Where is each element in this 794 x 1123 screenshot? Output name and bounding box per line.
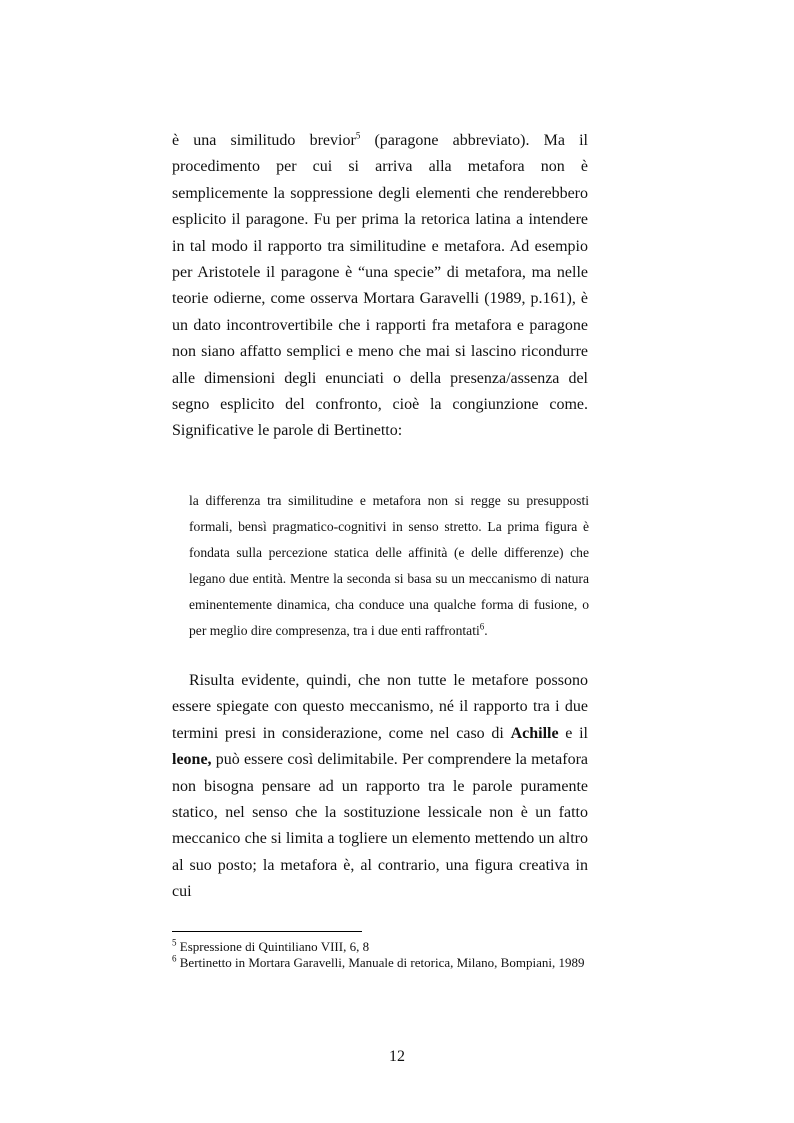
block-quote [189, 488, 589, 644]
paragraph-text: può essere così delimitabile. Per comprendere la metafora non bisogna pensare ad un rapporto tra le parole puramente statico, nel senso che la sostituzione lessicale non è un fatto meccanico che si limita a togliere un elemento mettendo un altro al suo posto; la metafora è, al contrario, una figura creativa in cui [172, 751, 588, 901]
bold-term-achille: Achille [510, 724, 559, 742]
bold-term-leone: leone, [172, 751, 212, 769]
quote-end: . [484, 623, 488, 638]
footnote-number: 5 [172, 937, 177, 948]
body-paragraph-1 [172, 128, 588, 445]
footnote-number: 6 [172, 953, 177, 964]
footnote-6 [172, 955, 612, 971]
footnote-ref-5: 5 [355, 130, 361, 141]
paragraph-text: Risulta evidente, quindi, che non tutte le metafore possono essere spiegate con questo meccanismo, né il rapporto tra i due termini presi in considerazione, come nel caso di [172, 672, 588, 742]
footnote-text: Espressione di Quintiliano VIII, 6, 8 [176, 939, 370, 954]
footnote-separator [172, 931, 362, 932]
paragraph-text: e il [558, 724, 588, 742]
paragraph-text: è una similitudo brevior [172, 132, 356, 149]
footnote-ref-6: 6 [479, 621, 485, 632]
body-paragraph-2 [172, 668, 588, 906]
paragraph-text: (paragone abbreviato). Ma il procedimento per cui si arriva alla metafora non è semplicemente la soppressione degli elementi che renderebbero esplicito il paragone. Fu per prima la retorica latina a intendere in tal modo il rapporto tra similitudine e metafora. Ad esempio per Aristotele il paragone è “una specie” di metafora, ma nelle teorie odierne, come osserva Mortara Garavelli (1989, p.161), è un dato incontrovertibile che i rapporti fra metafora e paragone non siano affatto semplici e meno che mai si lascino ricondurre alle dimensioni degli enunciati o della presenza/assenza del segno esplicito del confronto, cioè la congiunzione come. Significative le parole di Bertinetto: [172, 132, 589, 440]
footnote-text: Bertinetto in Mortara Garavelli, Manuale di retorica, Milano, Bompiani, 1989 [176, 955, 585, 970]
page-number: 12 [389, 1048, 405, 1065]
quote-text: la differenza tra similitudine e metafora non si regge su presupposti formali, bensì pragmatico-cognitivi in senso stretto. La prima figura è fondata sulla percezione statica delle affinità (e delle differenze) che legano due entità. Mentre la seconda si basa su un meccanismo di natura eminentemente dinamica, cha conduce una qualche forma di fusione, o per meglio dire compresenza, tra i due enti raffrontati [189, 493, 589, 638]
footnote-5 [172, 939, 612, 955]
